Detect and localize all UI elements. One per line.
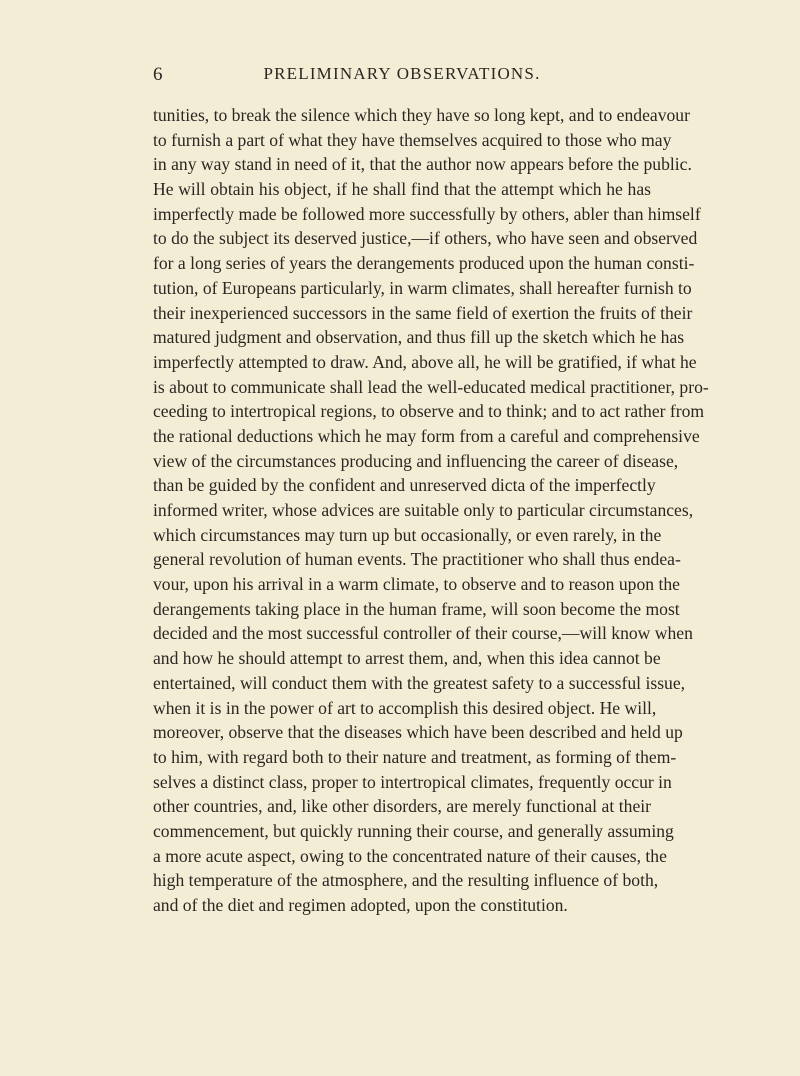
text-line: view of the circumstances producing and influencing the career of disease, [153, 450, 679, 471]
text-line: a more acute aspect, owing to the concentrated nature of their causes, the [153, 845, 667, 866]
running-head [153, 64, 651, 92]
page-number: 6 [153, 64, 163, 85]
body-paragraph [153, 103, 709, 918]
text-line: in any way stand in need of it, that the author now appears before the public. [153, 154, 692, 175]
text-line: decided and the most successful controller of their course,—will know when [153, 623, 693, 644]
text-line: and how he should attempt to arrest them, and, when this idea cannot be [153, 648, 661, 669]
text-line: and of the diet and regimen adopted, upon the constitution. [153, 895, 568, 915]
text-line: tunities, to break the silence which they have so long kept, and to endeavour [153, 105, 690, 125]
text-line: high temperature of the atmosphere, and the resulting influence of both, [153, 870, 659, 891]
text-line: their inexperienced successors in the same field of exertion the fruits of their [153, 302, 693, 323]
text-line: for a long series of years the derangements produced upon the human consti- [153, 253, 695, 274]
text-line: imperfectly attempted to draw. And, above all, he will be gratified, if what he [153, 351, 697, 372]
text-line: moreover, observe that the diseases which have been described and held up [153, 722, 683, 743]
text-line: ceeding to intertropical regions, to observe and to think; and to act rather from [153, 401, 705, 422]
text-line: when it is in the power of art to accomplish this desired object. He will, [153, 697, 657, 718]
text-line: general revolution of human events. The practitioner who shall thus endea- [153, 549, 681, 570]
text-line: tution, of Europeans particularly, in warm climates, shall hereafter furnish to [153, 277, 692, 298]
text-line: He will obtain his object, if he shall find that the attempt which he has [153, 179, 651, 200]
text-line: is about to communicate shall lead the well-educated medical practitioner, pro- [153, 376, 709, 397]
text-line: entertained, will conduct them with the greatest safety to a successful issue, [153, 672, 686, 693]
text-line: which circumstances may turn up but occasionally, or even rarely, in the [153, 524, 662, 545]
text-line: to him, with regard both to their nature and treatment, as forming of them- [153, 746, 677, 767]
text-line: to furnish a part of what they have themselves acquired to those who may [153, 129, 672, 150]
text-line: vour, upon his arrival in a warm climate, to observe and to reason upon the [153, 574, 680, 595]
text-line: than be guided by the confident and unreserved dicta of the imperfectly [153, 475, 656, 496]
text-line: informed writer, whose advices are suitable only to particular circumstances, [153, 500, 694, 520]
text-line: the rational deductions which he may form from a careful and comprehensive [153, 425, 700, 446]
text-line: other countries, and, like other disorders, are merely functional at their [153, 796, 651, 817]
text-line: matured judgment and observation, and thus fill up the sketch which he has [153, 327, 685, 348]
text-line: commencement, but quickly running their course, and generally assuming [153, 820, 674, 841]
text-line: to do the subject its deserved justice,—if others, who have seen and observed [153, 228, 698, 249]
text-line: selves a distinct class, proper to intertropical climates, frequently occur in [153, 771, 672, 792]
text-line: imperfectly made be followed more successfully by others, abler than himself [153, 203, 701, 224]
running-title: PRELIMINARY OBSERVATIONS. [263, 64, 541, 83]
text-line: derangements taking place in the human frame, will soon become the most [153, 598, 680, 619]
